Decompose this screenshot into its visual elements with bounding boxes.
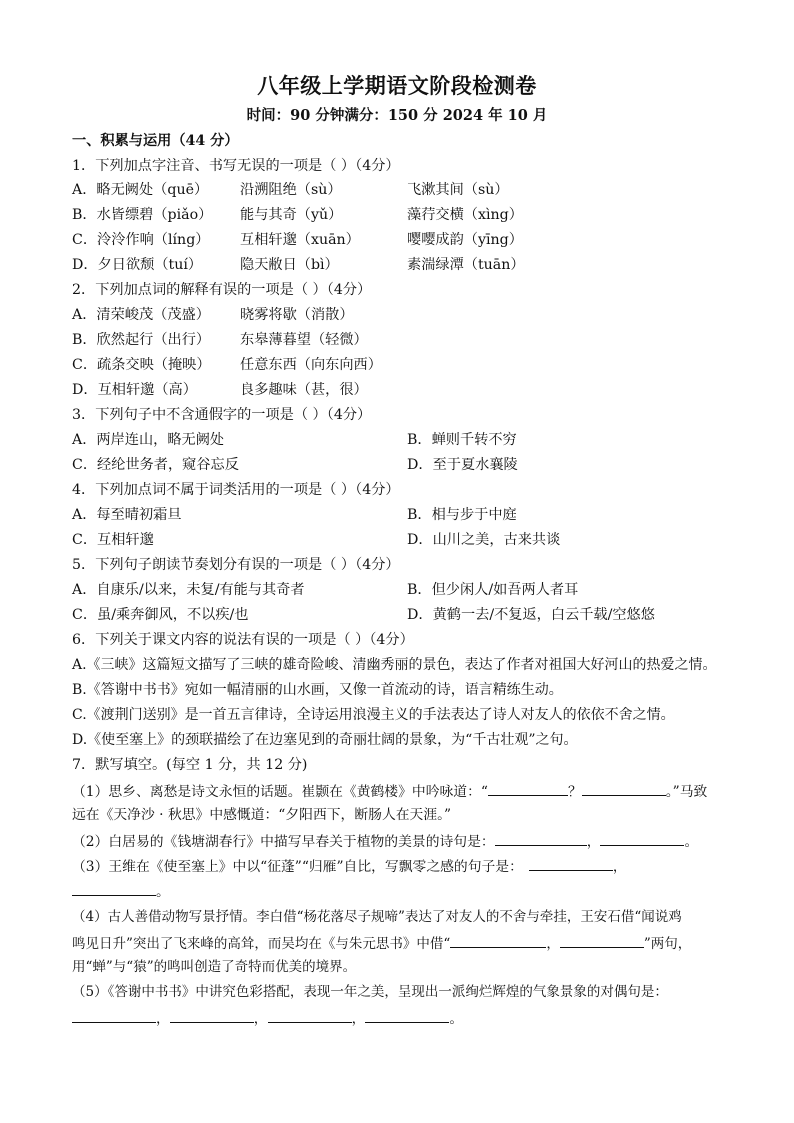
option-text: 藻荇交横（xìng） (407, 207, 523, 223)
question-6-stem: 6．下列关于课文内容的说法有误的一项是（ ）（4分） (72, 632, 414, 648)
option-text: D．山川之美，古来共谈 (407, 532, 561, 548)
option-text: A．自康乐/以来，未复/有能与其奇者 (72, 582, 305, 598)
answer-blank[interactable] (72, 880, 156, 896)
question-1-option-row (72, 180, 732, 200)
answer-blank[interactable] (582, 780, 666, 796)
item-text: ， (586, 834, 601, 850)
option-text: 嘤嘤成韵（yīng） (407, 232, 523, 248)
page-title: 八年级上学期语文阶段检测卷 (257, 73, 537, 98)
question-3-option-row (72, 430, 732, 450)
question-2-option-row (72, 355, 732, 375)
exam-info: 时间：90 分钟满分：150 分 2024 年 10 月 (246, 107, 548, 124)
question-2-option-row (72, 330, 732, 350)
option-text: C.《渡荆门送别》是一首五言律诗，全诗运用浪漫主义的手法表达了诗人对友人的依依不舍之情。 (72, 707, 675, 723)
item-text: ， (253, 1011, 268, 1027)
option-text: B．相与步于中庭 (407, 507, 517, 523)
answer-blank[interactable] (170, 1007, 254, 1023)
option-text: A．略无阙处（quē） (72, 182, 209, 198)
option-text: B．欣然起行（出行） (72, 332, 211, 348)
fill-in-item-2 (72, 830, 698, 852)
item-text: 。”马致 (665, 784, 708, 800)
option-text: 隐天敝日（bì） (240, 257, 339, 273)
question-2-stem: 2．下列加点词的解释有误的一项是（ ）（4分） (72, 282, 372, 298)
option-text: 素湍绿潭（tuān） (407, 257, 525, 273)
answer-blank[interactable] (495, 830, 587, 846)
question-3-option-row (72, 455, 732, 475)
question-4-stem: 4．下列加点词不属于词类活用的一项是（ ）（4分） (72, 482, 400, 498)
question-7-stem: 7．默写填空。(每空 1 分，共 12 分) (72, 757, 308, 773)
option-text: 沿溯阻绝（sù） (240, 182, 342, 198)
option-text: 能与其奇（yǔ） (240, 207, 343, 223)
answer-blank[interactable] (488, 780, 568, 796)
fill-in-item-3-cont (72, 880, 170, 902)
option-text: A．每至晴初霜旦 (72, 507, 182, 523)
option-text: D．互相轩邈（高） (72, 382, 197, 398)
item-text: ， (156, 1011, 170, 1027)
option-text: D．夕日欲颓（tuí） (72, 257, 203, 273)
option-text: A．清荣峻茂（茂盛） (72, 307, 210, 323)
item-text: ？ (567, 784, 582, 800)
option-text: B．但少闲人/如吾两人者耳 (407, 582, 579, 598)
option-text: 任意东西（向东向西） (240, 357, 382, 373)
question-1-option-row (72, 255, 732, 275)
item-text: 。 (156, 884, 170, 900)
fill-in-item-3 (72, 855, 627, 877)
fill-in-item-1 (72, 780, 707, 802)
answer-blank[interactable] (560, 932, 644, 948)
item-text: ， (546, 936, 560, 952)
item-text: ， (612, 859, 627, 875)
question-5-option-row (72, 605, 732, 625)
item-text: （5）《答谢中书书》中讲究色彩搭配，表现一年之美，呈现出一派绚烂辉煌的气象景象的对偶句是： (72, 984, 668, 1000)
item-text: （1）思乡、离愁是诗文永恒的话题。崔颢在《黄鹤楼》中吟咏道：“ (72, 784, 488, 800)
option-text: 互相轩邈（xuān） (240, 232, 360, 248)
item-text: （3）王维在《使至塞上》中以“征蓬”“归雁”自比，写飘零之感的句子是： (72, 859, 523, 875)
answer-blank[interactable] (600, 830, 684, 846)
option-text: A.《三峡》这篇短文描写了三峡的雄奇险峻、清幽秀丽的景色，表达了作者对祖国大好河山的热爱之情。 (72, 657, 717, 673)
item-text: 远在《天净沙 · 秋思》中感慨道：“夕阳西下，断肠人在天涯。” (72, 807, 452, 823)
answer-blank[interactable] (529, 855, 613, 871)
option-text: 晓雾将歇（消散） (240, 307, 354, 323)
option-text: B．水皆缥碧（piǎo） (72, 207, 213, 223)
question-1-option-row (72, 205, 732, 225)
item-text: 。 (449, 1011, 464, 1027)
option-text: 东皋薄暮望（轻微） (240, 332, 368, 348)
option-text: A．两岸连山，略无阙处 (72, 432, 225, 448)
question-4-option-row (72, 530, 732, 550)
question-5-option-row (72, 580, 732, 600)
item-text: ”两句， (643, 936, 692, 952)
fill-in-item-5 (72, 1007, 463, 1029)
item-text: ， (351, 1011, 366, 1027)
question-4-option-row (72, 505, 732, 525)
option-text: 飞漱其间（sù） (407, 182, 509, 198)
item-text: 。 (684, 834, 699, 850)
answer-blank[interactable] (365, 1007, 449, 1023)
section-heading: 一、积累与运用（44 分） (72, 133, 239, 149)
option-text: B.《答谢中书书》宛如一幅清丽的山水画，又像一首流动的诗，语言精练生动。 (72, 682, 563, 698)
question-1-stem: 1．下列加点字注音、书写无误的一项是（ ）（4分） (72, 158, 400, 174)
option-text: B．蝉则千转不穷 (407, 432, 517, 448)
answer-blank[interactable] (72, 1007, 156, 1023)
fill-in-item-4 (72, 932, 691, 954)
item-text: （2）白居易的《钱塘湖春行》中描写早春关于植物的美景的诗句是： (72, 834, 495, 850)
answer-blank[interactable] (450, 932, 546, 948)
option-text: C．虽/乘奔御风，不以疾/也 (72, 607, 249, 623)
question-2-option-row (72, 305, 732, 325)
option-text: C．互相轩邈 (72, 532, 154, 548)
option-text: D．至于夏水襄陵 (407, 457, 518, 473)
option-text: D.《使至塞上》的颈联描绘了在边塞见到的奇丽壮阔的景象，为“千古壮观”之句。 (72, 732, 578, 748)
option-text: 良多趣味（甚，很） (240, 382, 368, 398)
option-text: C．疏条交映（掩映） (72, 357, 211, 373)
question-2-option-row (72, 380, 732, 400)
item-text: （4）古人善借动物写景抒情。李白借“杨花落尽子规啼”表达了对友人的不舍与牵挂，王安石借“闻说鸡 (72, 909, 682, 925)
option-text: C．经纶世务者，窥谷忘反 (72, 457, 239, 473)
question-5-stem: 5．下列句子朗读节奏划分有误的一项是（ ）（4分） (72, 557, 400, 573)
item-text: 鸣见日升”突出了飞来峰的高耸，而吴均在《与朱元思书》中借“ (72, 936, 451, 952)
option-text: D．黄鹤一去/不复返，白云千载/空悠悠 (407, 607, 655, 623)
item-text: 用“蝉”与“猿”的鸣叫创造了奇特而优美的境界。 (72, 959, 357, 975)
answer-blank[interactable] (268, 1007, 352, 1023)
option-text: C．泠泠作响（líng） (72, 232, 210, 248)
question-3-stem: 3．下列句子中不含通假字的一项是（ ）（4分） (72, 407, 372, 423)
question-1-option-row (72, 230, 732, 250)
